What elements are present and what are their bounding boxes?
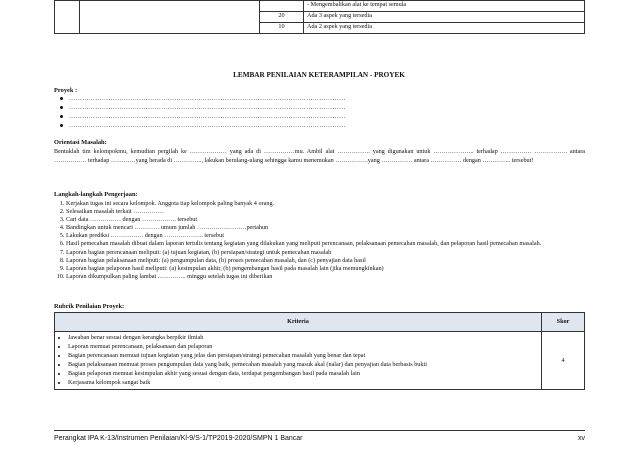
top-table-score: 20: [260, 12, 304, 23]
orientasi-label: Orientasi Masalah:: [54, 139, 107, 146]
footer-divider: [54, 430, 585, 431]
footer-text: Perangkat IPA K-13/Instrumen Penilaian/Kl-9/S-1/TP2019-2020/SMPN 1 Bancar: [54, 435, 303, 442]
rubric-criteria-cell: [55, 332, 542, 390]
top-table-cell-blank-1: [55, 1, 80, 34]
top-table-text: Ada 3 aspek yang tersedia: [304, 12, 585, 23]
list-item: • Bagian pelaksanaan memuat proses pengumpulan data yang baik, pemecahan masalah yang masuk akal (nalar) dan penyajian data berbasis bukti: [68, 361, 538, 370]
rubric-header-skor: Skor: [542, 313, 585, 332]
table-row: [55, 332, 585, 390]
list-item: 5. Lakukan prediksi ……………. dengan ………………. tersebut: [66, 232, 585, 240]
list-item: • Laporan memuat perencanaan, pelaksanaan dan pelaporan: [68, 343, 538, 352]
list-item: • Bagian perencanaan memuat tujuan kegiatan yang jelas dan persiapan/strategi pemecahan masalah yang benar dan tepat: [68, 352, 538, 361]
top-score-table: [54, 0, 585, 34]
proyek-line: ………………………………………………………………………………………………………………: [60, 113, 364, 120]
proyek-label: Proyek :: [54, 87, 78, 94]
proyek-line: ………………………………………………………………………………………………………………: [60, 95, 364, 102]
proyek-line: ………………………………………………………………………………………………………………: [60, 122, 364, 129]
bullet-icon: [60, 97, 63, 100]
bullet-icon: [60, 115, 63, 118]
proyek-line: ………………………………………………………………………………………………………………: [60, 104, 364, 111]
list-item: 9. Laporan bagian pelaporan hasil meliputi: (a) kesimpulan akhir, (b) pengembangan hasil pada masalah lain (jika memungkinkan): [66, 265, 585, 273]
list-item: 4. Bandingkan untuk mencari ………… umum jumlah ……………………pertahun: [66, 224, 585, 232]
list-item: • Kerjasama kelompok sangat baik: [68, 379, 538, 388]
list-item: 6. Hasil pemecahan masalah dibuat dalam laporan tertulis tentang kegiatan yang dilakukan yang meliputi perencanaan, pelaksanaan pemecahan masalah, dan pelaporan hasil pemecahan masalah.: [66, 240, 585, 248]
page-number: xv: [578, 435, 585, 442]
list-item: 10. Laporan dikumpulkan paling lambat ………….. minggu setelah tugas ini diberikan: [66, 273, 585, 281]
list-item: • Bagian pelaporan memuat kesimpulan akhir yang sesuai dengan data, terdapat pengembangan hasil pada masalah lain: [68, 370, 538, 379]
list-item: 3. Cari data …………… dengan …………….. tersebut: [66, 216, 585, 224]
page-footer: [54, 435, 585, 442]
top-table-text: - Mengembalikan alat ke tempat semula: [304, 1, 585, 12]
bullet-icon: [60, 106, 63, 109]
list-item: 2. Selesaikan masalah terkait ……………: [66, 208, 585, 216]
orientasi-text: Bentuklah tim kelompokmu, kemudian pergilah ke ……………… yang ada di ……………mu. Ambil alat ……………. yang digunakan untuk ……………….. terhadap …………… ……………. antara ……………. terhadap …………yang berada di ………….., lakukan berulang-ulang sehingga kamu menemukan …………….yang …………… antara …………… dengan ………….. tersebut!: [54, 148, 585, 164]
list-item: 8. Laporan bagian pelaksanaan meliputi: (a) pengumpulan data, (b) proses pemecahan masalah, dan (c) penyajian data hasil: [66, 257, 585, 265]
top-table-cell-blank-2: [80, 1, 260, 34]
rubric-score-cell: 4: [542, 332, 585, 390]
rubric-header-kriteria: Kriteria: [55, 313, 542, 332]
langkah-label: Langkah-langkah Pengerjaan:: [54, 191, 138, 198]
rubrik-label: Rubrik Penilaian Proyek:: [54, 303, 125, 310]
list-item: 1. Kerjakan tugas ini secara kelompok. Anggota tiap kelompok paling banyak 4 orang.: [66, 200, 585, 208]
list-item: 7. Laporan bagian perencanaan meliputi: (a) tujuan kegiatan, (b) persiapan/strategi untuk pemecahan masalah: [66, 249, 585, 257]
page-title: LEMBAR PENILAIAN KETERAMPILAN - PROYEK: [233, 71, 405, 79]
top-table-score: [260, 1, 304, 12]
rubric-table: [54, 312, 585, 390]
top-table-text: Ada 2 aspek yang tersedia: [304, 23, 585, 34]
top-table-score: 10: [260, 23, 304, 34]
list-item: • Jawaban benar sesuai dengan kerangka berpikir ilmiah: [68, 334, 538, 343]
langkah-list: [54, 200, 585, 281]
bullet-icon: [60, 124, 63, 127]
